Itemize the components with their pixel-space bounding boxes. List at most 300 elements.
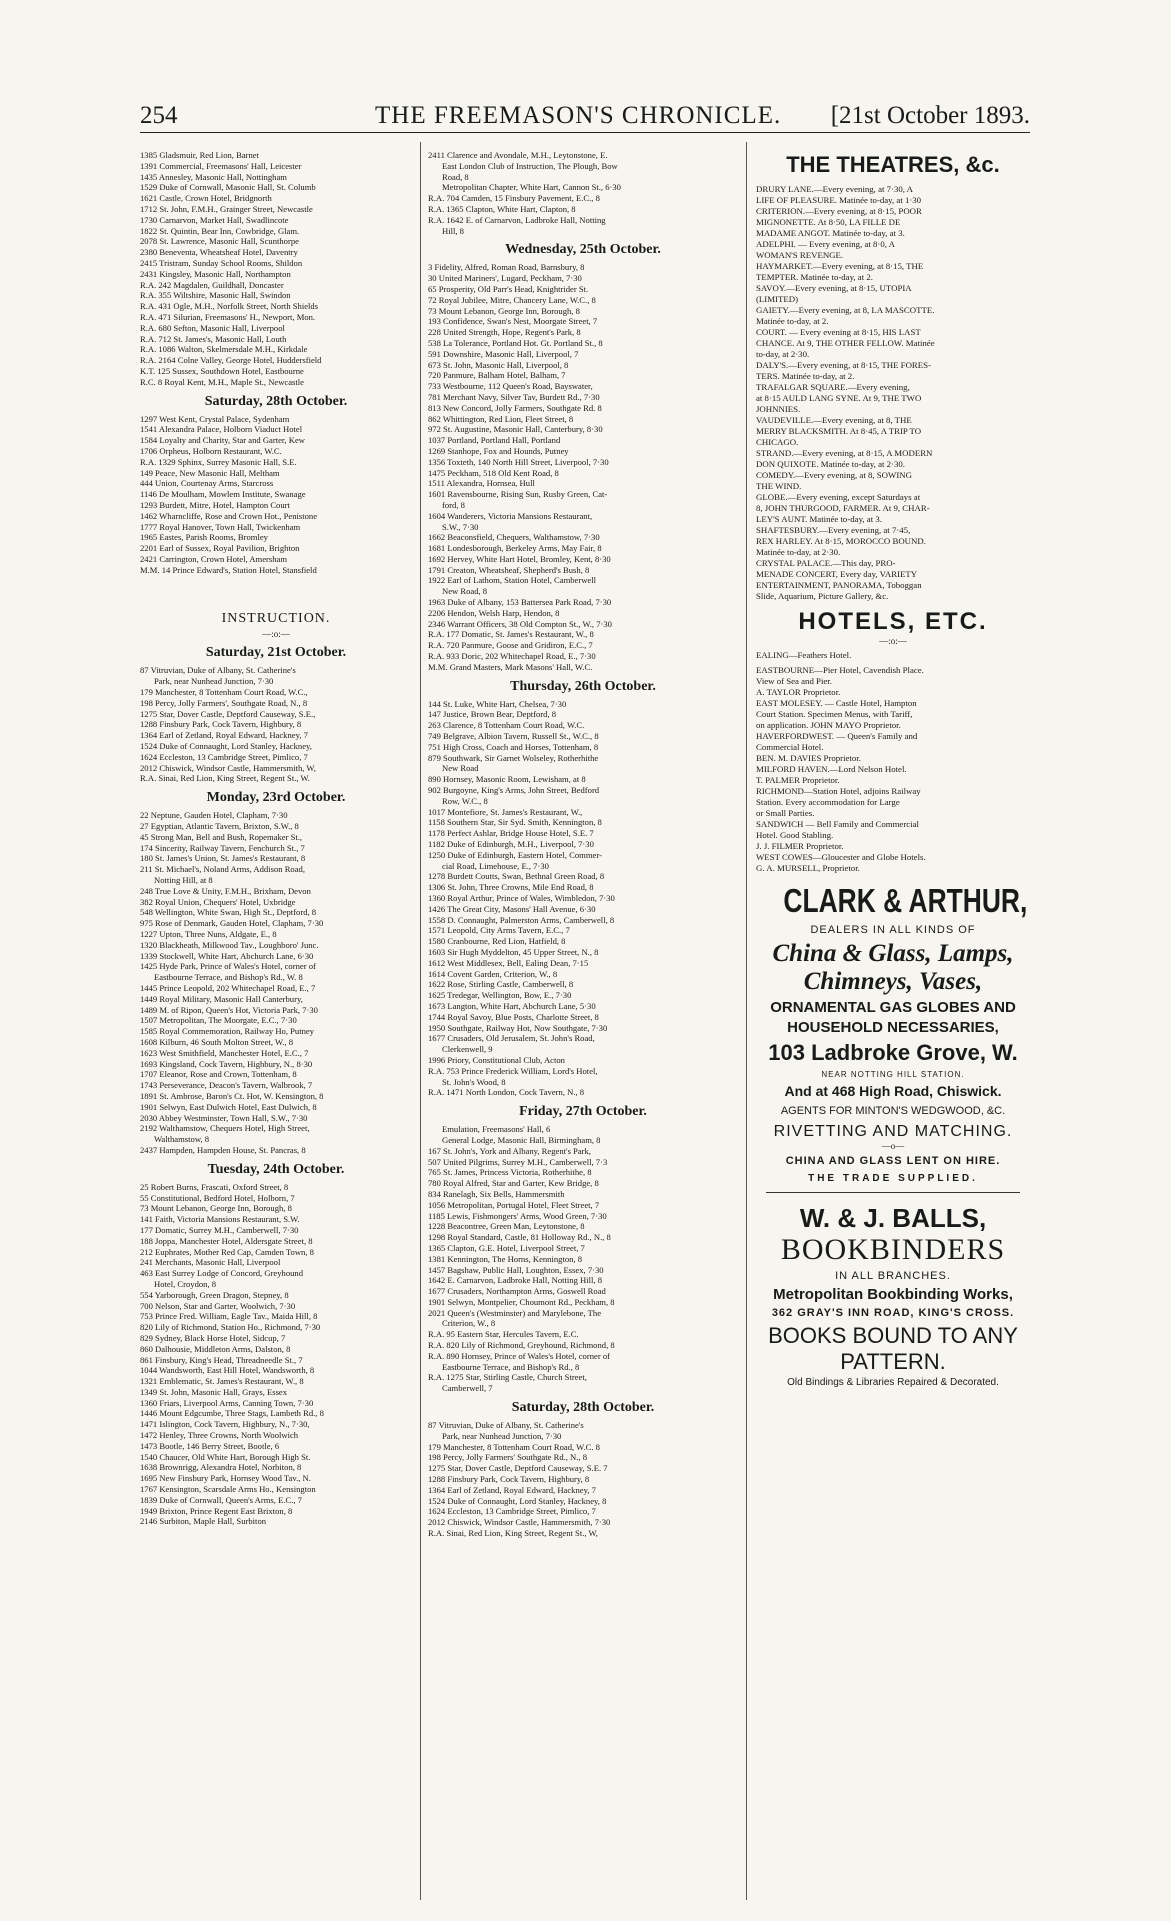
lodge-list (140, 150, 412, 388)
list-item: 2380 Beneventa, Wheatsheaf Hotel, Daventry (140, 247, 298, 258)
list-item: 733 Westbourne, 112 Queen's Road, Bayswater, (428, 381, 593, 392)
section-heading: Saturday, 21st October. (205, 645, 347, 661)
page-number: 254 (140, 102, 178, 129)
list-item: 1822 St. Quintin, Bear Inn, Cowbridge, Glam. (140, 225, 300, 236)
list-item: 1677 Crusaders, Old Jerusalem, St. John's Road, (428, 1033, 595, 1044)
balls-advert (756, 1203, 1030, 1388)
list-item: Notting Hill, at 8 (154, 875, 213, 886)
list-item: 382 Royal Union, Chequers' Hotel, Uxbridge (140, 896, 296, 907)
list-item: Road, 8 (442, 171, 469, 182)
list-item: St. John's Wood, 8 (442, 1076, 506, 1087)
list-item: COURT. — Every evening at 8·15, HIS LAST (756, 327, 921, 337)
list-item: 1584 Loyalty and Charity, Star and Garter, Kew (140, 435, 305, 446)
list-item: SHAFTESBURY.—Every evening, at 7·45, (756, 525, 911, 535)
list-item: 87 Vitruvian, Duke of Albany, St. Catherine's (428, 1420, 584, 1431)
list-item: 1692 Hervey, White Hart Hotel, Bromley, Kent, 8·30 (428, 553, 611, 564)
list-item: 1017 Montefiore, St. James's Restaurant, W., (428, 806, 583, 817)
advert-line: RIVETTING AND MATCHING. (773, 1123, 1013, 1140)
list-item: 463 East Surrey Lodge of Concord, Greyhound (140, 1268, 304, 1279)
list-item: 263 Clarence, 8 Tottenham Court Road, W.C. (428, 720, 585, 731)
list-item: R.A. Sinai, Red Lion, King Street, Regent St., W, (428, 1528, 598, 1539)
list-item: 1524 Duke of Connaught, Lord Stanley, Hackney, 8 (428, 1495, 607, 1506)
list-item: General Lodge, Masonic Hall, Birmingham, 8 (442, 1134, 601, 1145)
list-item: 2411 Clarence and Avondale, M.H., Leytonstone, E. (428, 150, 608, 160)
list-item: 1922 Earl of Lathom, Station Hotel, Camberwell (428, 575, 597, 586)
advert-line: 362 GRAY'S INN ROAD, KING'S CROSS. (771, 1307, 1015, 1319)
list-item: 72 Royal Jubilee, Mitre, Chancery Lane, W.C., 8 (428, 294, 596, 305)
list-item: 749 Belgrave, Albion Tavern, Russell St., W.C., 8 (428, 731, 599, 742)
list-item: 781 Merchant Navy, Silver Tav, Burdett Rd., 7·30 (428, 391, 600, 402)
list-item: 22 Neptune, Gauden Hotel, Clapham, 7·30 (140, 810, 288, 821)
list-item: Criterion, W., 8 (442, 1318, 496, 1329)
lodge-list (428, 150, 738, 236)
list-item: Emulation, Freemasons' Hall, 6 (442, 1124, 551, 1135)
list-item: 1435 Annesley, Masonic Hall, Nottingham (140, 171, 287, 182)
list-item: MADAME ANGOT. Matinée to-day, at 3. (756, 228, 905, 238)
list-item: R.A. 355 Wiltshire, Masonic Hall, Swindon (140, 290, 291, 301)
list-item: THE WIND. (756, 481, 802, 491)
list-item: DALY'S.—Every evening, at 8·15, THE FORES- (756, 360, 931, 370)
list-item: (LIMITED) (756, 294, 799, 304)
list-item: A. TAYLOR Proprietor. (756, 687, 841, 697)
section-heading: Thursday, 26th October. (510, 678, 656, 694)
column-2 (428, 150, 738, 1900)
lodge-list (428, 1420, 738, 1539)
list-item: 1901 Selwyn, Montpelier, Choumont Rd., Peckham, 8 (428, 1296, 615, 1307)
list-item: 188 Joppa, Manchester Hotel, Aldersgate Street, 8 (140, 1235, 313, 1246)
list-item: 193 Confidence, Swan's Nest, Moorgate Street, 7 (428, 316, 598, 327)
list-item: Row, W.C., 8 (442, 795, 488, 806)
lodge-list (140, 1182, 412, 1528)
list-item: Hill, 8 (442, 225, 464, 236)
list-item: 2192 Walthamstow, Chequers Hotel, High Street, (140, 1123, 310, 1134)
list-item: 27 Egyptian, Atlantic Tavern, Brixton, S.W., 8 (140, 821, 299, 832)
advert-line: DEALERS IN ALL KINDS OF (810, 924, 976, 936)
list-item: EAST MOLESEY. — Castle Hotel, Hampton (756, 698, 917, 708)
list-item: 2012 Chiswick, Windsor Castle, Hammersmith, 7·30 (428, 1517, 611, 1528)
column-rule (746, 142, 747, 1900)
list-item: Hotel, Croydon, 8 (154, 1278, 217, 1289)
lodge-list (140, 810, 412, 1156)
list-item: R.A. 890 Hornsey, Prince of Wales's Hotel, corner of (428, 1350, 610, 1361)
list-item: 1321 Emblematic, St. James's Restaurant, W., 8 (140, 1376, 304, 1387)
list-item: JOHNNIES. (756, 404, 801, 414)
list-item: CHICAGO. (756, 437, 799, 447)
list-item: 1950 Southgate, Railway Hot, Now Southgate, 7·30 (428, 1022, 608, 1033)
list-item: 241 Merchants, Masonic Hall, Liverpool (140, 1257, 281, 1268)
list-item: 890 Hornsey, Masonic Room, Lewisham, at 8 (428, 774, 586, 785)
list-item: Court Station. Specimen Menus, with Tariff, (756, 709, 913, 719)
list-item: 2146 Surbiton, Maple Hall, Surbiton (140, 1516, 267, 1527)
list-item: 1901 Selwyn, East Dulwich Hotel, East Dulwich, 8 (140, 1101, 317, 1112)
list-item: 1996 Priory, Constitutional Club, Acton (428, 1054, 565, 1065)
list-item: 1349 St. John, Masonic Hall, Grays, Essex (140, 1386, 288, 1397)
list-item: 820 Lily of Richmond, Station Ho., Richmond, 7·30 (140, 1322, 321, 1333)
section-heading: Friday, 27th October. (519, 1104, 647, 1120)
list-item: 861 Finsbury, King's Head, Threadneedle St., 7 (140, 1354, 303, 1365)
list-item: 177 Domatic, Surrey M.H., Camberwell, 7·30 (140, 1224, 299, 1235)
list-item: 879 Southwark, Sir Garnet Wolseley, Rotherhithe (428, 752, 599, 763)
list-item: 1524 Duke of Connaught, Lord Stanley, Hackney, (140, 741, 312, 752)
list-item: 55 Constitutional, Bedford Hotel, Holborn, 7 (140, 1192, 295, 1203)
list-item: R.A. 704 Camden, 15 Finsbury Pavement, E.C., 8 (428, 193, 600, 204)
list-item: 1306 St. John, Three Crowns, Mile End Road, 8 (428, 882, 594, 893)
list-item: 1839 Duke of Cornwall, Queen's Arms, E.C., 7 (140, 1494, 302, 1505)
list-item: Walthamstow, 8 (154, 1134, 210, 1145)
section-heading: Monday, 23rd October. (206, 790, 346, 806)
list-item: 1891 St. Ambrose, Baron's Ct. Hot, W. Kensington, 8 (140, 1090, 324, 1101)
list-item: 1580 Cranbourne, Red Lion, Hatfield, 8 (428, 936, 566, 947)
list-item: 829 Sydney, Black Horse Hotel, Sidcup, 7 (140, 1332, 286, 1343)
list-item: R.A. Sinai, Red Lion, King Street, Regent St., W. (140, 773, 310, 784)
list-item: 554 Yarborough, Green Dragon, Stepney, 8 (140, 1289, 289, 1300)
list-item: CHANCE. At 9, THE OTHER FELLOW. Matinée (756, 338, 935, 348)
list-item: 1623 West Smithfield, Manchester Hotel, E.C., 7 (140, 1047, 309, 1058)
list-item: Eastbourne Terrace, and Bishop's Rd., W. 8 (154, 972, 303, 983)
list-item: to-day, at 2·30. (756, 349, 810, 359)
list-item: 1158 Southern Star, Sir Syd. Smith, Kennington, 8 (428, 817, 602, 828)
list-item: CRYSTAL PALACE.—This day, PRO- (756, 558, 896, 568)
lodge-list (140, 414, 412, 576)
list-item: 1621 Castle, Crown Hotel, Bridgnorth (140, 193, 272, 204)
list-item: ENTERTAINMENT, PANORAMA, Toboggan (756, 580, 922, 590)
list-item: 2431 Kingsley, Masonic Hall, Northampton (140, 268, 291, 279)
list-item: 1693 Kingsland, Cock Tavern, Highbury, N., 8·30 (140, 1058, 313, 1069)
list-item: Slide, Aquarium, Picture Gallery, &c. (756, 591, 889, 601)
lodge-list (428, 699, 738, 1098)
list-item: 45 Strong Man, Bell and Bush, Ropemaker St., (140, 831, 303, 842)
issue-date: [21st October 1893. (830, 102, 1030, 129)
list-item: R.A. 2164 Colne Valley, George Hotel, Huddersfield (140, 355, 322, 366)
list-item: 1614 Covent Garden, Criterion, W., 8 (428, 968, 558, 979)
list-item: 1185 Lewis, Fishmongers' Arms, Wood Green, 7·30 (428, 1210, 607, 1221)
list-item: 1612 West Middlesex, Bell, Ealing Dean, 7·15 (428, 957, 589, 968)
list-item: 1320 Blackheath, Milkwood Tav., Loughboro' Junc. (140, 939, 319, 950)
section-heading: Saturday, 28th October. (204, 393, 348, 409)
list-item: RICHMOND—Station Hotel, adjoins Railway (756, 786, 921, 796)
list-item: 862 Whittington, Red Lion, Fleet Street, 8 (428, 413, 574, 424)
list-item: 2012 Chiswick, Windsor Castle, Hammersmith, W, (140, 762, 316, 773)
list-item: 65 Prosperity, Old Parr's Head, Knightrider St. (428, 283, 589, 294)
advert-address: 103 Ladbroke Grove, W. (768, 1040, 1018, 1065)
list-item: 972 St. Augustine, Masonic Hall, Canterbury, 8·30 (428, 424, 603, 435)
list-item: 1712 St. John, F.M.H., Grainger Street, Newcastle (140, 203, 313, 214)
list-item: R.A. 95 Eastern Star, Hercules Tavern, E.C. (428, 1329, 579, 1340)
list-item: G. A. MURSELL, Proprietor. (756, 863, 860, 873)
list-item: R.A. 680 Sefton, Masonic Hall, Liverpool (140, 322, 285, 333)
list-item: 591 Downshire, Masonic Hall, Liverpool, 7 (428, 348, 579, 359)
list-item: 198 Percy, Jolly Farmers', Southgate Road, N., 8 (140, 697, 308, 708)
list-item: 2437 Hampden, Hampden House, St. Pancras, 8 (140, 1144, 306, 1155)
list-item: Metropolitan Chapter, White Hart, Cannon St., 6·30 (442, 182, 621, 193)
ornament: —:o:— (879, 636, 907, 646)
list-item: 179 Manchester, 8 Tottenham Court Road, W.C., (140, 687, 308, 698)
advert-line: And at 468 High Road, Chiswick. (784, 1083, 1002, 1099)
list-item: 1791 Creaton, Wheatsheaf, Shepherd's Bush, 8 (428, 564, 590, 575)
list-item: 211 St. Michael's, Noland Arms, Addison Road, (140, 864, 305, 875)
list-item: R.A. 471 Silurian, Freemasons' H., Newport, Mon. (140, 311, 316, 322)
list-item: R.A. 1275 Star, Stirling Castle, Church Street, (428, 1372, 587, 1383)
list-item: or Small Parties. (756, 808, 815, 818)
list-item: 1965 Eastes, Parish Rooms, Bromley (140, 532, 268, 543)
list-item: cial Road, Limehouse, E., 7·30 (442, 860, 549, 871)
list-item: DRURY LANE.—Every evening, at 7·30, A (756, 184, 914, 194)
list-item: BEN. M. DAVIES Proprietor. (756, 753, 861, 763)
list-item: 198 Percy, Jolly Farmers' Southgate Rd., N., 8 (428, 1452, 588, 1463)
list-item: 1425 Hyde Park, Prince of Wales's Hotel, corner of (140, 961, 316, 972)
list-item: New Road (442, 763, 479, 774)
column-3 (756, 150, 1030, 1900)
advert-line: CHINA AND GLASS LENT ON HIRE. (785, 1155, 1001, 1167)
list-item: R.A. 712 St. James's, Masonic Hall, Louth (140, 333, 287, 344)
list-item: 1298 Royal Standard, Castle, 81 Holloway Rd., N., 8 (428, 1232, 611, 1243)
list-item: R.A. 242 Magdalen, Guildhall, Doncaster (140, 279, 284, 290)
list-item: 1662 Beaconsfield, Chequers, Walthamstow, 7·30 (428, 532, 600, 543)
list-item: DON QUIXOTE. Matinée to-day, at 2·30. (756, 459, 905, 469)
masthead-title: THE FREEMASON'S CHRONICLE. (375, 102, 782, 129)
advert-line: IN ALL BRANCHES. (835, 1270, 951, 1282)
list-item: 1275 Star, Dover Castle, Deptford Causeway, S.E. 7 (428, 1463, 608, 1474)
list-item: 1457 Bagshaw, Public Hall, Loughton, Essex, 7·30 (428, 1264, 604, 1275)
list-item: 1182 Duke of Edinburgh, M.H., Liverpool, 7·30 (428, 839, 594, 850)
list-item: 1529 Duke of Cornwall, Masonic Hall, St. Columb (140, 182, 316, 193)
list-item: 1743 Perseverance, Deacon's Tavern, Walbrook, 7 (140, 1080, 313, 1091)
list-item: 180 St. James's Union, St. James's Restaurant, 8 (140, 853, 306, 864)
advert-line: Metropolitan Bookbinding Works, (773, 1286, 1013, 1303)
list-item: 860 Dalhousie, Middleton Arms, Dalston, 8 (140, 1343, 291, 1354)
list-item: 1356 Toxteth, 140 North Hill Street, Liverpool, 7·30 (428, 456, 609, 467)
list-item: MIGNONETTE. At 8·50, LA FILLE DE (756, 217, 901, 227)
list-item: Station. Every accommodation for Large (756, 797, 900, 807)
list-item: M.M. Grand Masters, Mark Masons' Hall, W.C. (428, 661, 593, 672)
list-item: EASTBOURNE—Pier Hotel, Cavendish Place. (756, 665, 924, 675)
list-item: 1601 Ravensbourne, Rising Sun, Rusby Green, Cat- (428, 489, 608, 500)
list-item: 1364 Earl of Zetland, Royal Edward, Hackney, 7 (428, 1484, 596, 1495)
list-item: 1730 Carnarvon, Market Hall, Swadlincote (140, 214, 289, 225)
list-item: 1511 Alexandra, Hornsea, Hull (428, 478, 535, 489)
list-item: SAVOY.—Every evening, at 8·15, UTOPIA (756, 283, 912, 293)
list-item: 1391 Commercial, Freemasons' Hall, Leicester (140, 160, 302, 171)
list-item: 1269 Stanhope, Fox and Hounds, Putney (428, 445, 569, 456)
list-item: MENADE CONCERT, Every day, VARIETY (756, 569, 918, 579)
list-item: 700 Nelson, Star and Garter, Woolwich, 7·30 (140, 1300, 296, 1311)
list-item: 1571 Leopold, City Arms Tavern, E.C., 7 (428, 925, 570, 936)
list-item: 1489 M. of Ripon, Queen's Hot, Victoria Park, 7·30 (140, 1004, 318, 1015)
list-item: 1278 Burdett Coutts, Swan, Bethnal Green Road, 8 (428, 871, 605, 882)
list-item: R.C. 8 Royal Kent, M.H., Maple St., Newcastle (140, 376, 304, 387)
theatre-listings (756, 184, 1030, 602)
list-item: on application. JOHN MAYO Proprietor. (756, 720, 901, 730)
list-item: 2021 Queen's (Westminster) and Marylebone, The (428, 1307, 602, 1318)
list-item: 902 Burgoyne, King's Arms, John Street, Bedford (428, 785, 600, 796)
list-item: 248 True Love & Unity, F.M.H., Brixham, Devon (140, 885, 311, 896)
clark-arthur-advert (756, 882, 1030, 1184)
list-item: 1507 Metropolitan, The Moorgate, E.C., 7·30 (140, 1015, 297, 1026)
list-item: 1625 Tredegar, Wellington, Bow, E., 7·30 (428, 990, 572, 1001)
list-item: 1706 Orpheus, Holborn Restaurant, W.C. (140, 445, 282, 456)
list-item: 1744 Royal Savoy, Blue Posts, Charlotte Street, 8 (428, 1011, 599, 1022)
list-item: ADELPHI. — Every evening, at 8·0, A (756, 239, 896, 249)
list-item: CRITERION.—Every evening, at 8·15, POOR (756, 206, 922, 216)
advert-line: HOUSEHOLD NECESSARIES, (787, 1019, 999, 1036)
list-item: 1475 Peckham, 518 Old Kent Road, 8 (428, 467, 559, 478)
list-item: 1767 Kensington, Scarsdale Arms Ho., Kensington (140, 1484, 316, 1495)
list-item: 753 Prince Fred. William, Eagle Tav., Maida Hill, 8 (140, 1311, 318, 1322)
list-item: HAYMARKET.—Every evening, at 8·15, THE (756, 261, 924, 271)
section-heading: Tuesday, 24th October. (207, 1161, 345, 1177)
list-item: 507 United Pilgrims, Surrey M.H., Camberwell, 7·3 (428, 1156, 608, 1167)
list-item: 1385 Gladsmuir, Red Lion, Barnet (140, 150, 259, 160)
hotels-heading: HOTELS, ETC. (798, 608, 988, 635)
list-item: Matinée to-day, at 2. (756, 316, 829, 326)
list-item: 1681 Londesborough, Berkeley Arms, May Fair, 8 (428, 543, 602, 554)
list-item: 1037 Portland, Portland Hall, Portland (428, 435, 561, 446)
list-item: 444 Union, Courtenay Arms, Starcross (140, 478, 274, 489)
list-item: 73 Mount Lebanon, George Inn, Borough, 8 (140, 1203, 292, 1214)
list-item: 1707 Eleanor, Rose and Crown, Tottenham, 8 (140, 1069, 297, 1080)
list-item: R.A. 1365 Clapton, White Hart, Clapton, 8 (428, 203, 576, 214)
list-item: 1445 Prince Leopold, 202 Whitechapel Road, E., 7 (140, 983, 316, 993)
list-item: 720 Panmure, Balham Hotel, Balham, 7 (428, 370, 566, 381)
list-item: 548 Wellington, White Swan, High St., Deptford, 8 (140, 907, 317, 918)
list-item: 2201 Earl of Sussex, Royal Pavilion, Brighton (140, 543, 300, 554)
list-item: 1471 Islington, Cock Tavern, Highbury, N., 7·30, (140, 1419, 310, 1430)
list-item: REX HARLEY. At 8·15, MOROCCO BOUND. (756, 536, 926, 546)
ornament: —:o:— (262, 629, 290, 640)
column-1 (140, 150, 412, 1900)
list-item: 1608 Kilburn, 46 South Molton Street, W., 8 (140, 1036, 294, 1047)
advert-line: ORNAMENTAL GAS GLOBES AND (770, 999, 1016, 1016)
list-item: 1426 The Great City, Masons' Hall Avenue, 6·30 (428, 903, 596, 914)
list-item: R.A. 753 Prince Frederick William, Lord's Hotel, (428, 1065, 598, 1076)
list-item: 1624 Eccleston, 13 Cambridge Street, Pimlico, 7 (428, 1506, 596, 1517)
list-item: 25 Robert Burns, Frascati, Oxford Street, 8 (140, 1181, 289, 1192)
list-item: TEMPTER. Matinée to-day, at 2. (756, 272, 873, 282)
list-item: GLOBE.—Every evening, except Saturdays at (756, 492, 921, 502)
list-item: 1275 Star, Dover Castle, Deptford Causeway, S.E., (140, 708, 316, 719)
lodge-list (140, 665, 412, 784)
list-item: 1044 Wandsworth, East Hill Hotel, Wandsworth, 8 (140, 1365, 315, 1376)
instruction-heading: INSTRUCTION. (221, 611, 331, 627)
list-item: at 8·15 AULD LANG SYNE. At 9, THE TWO (756, 393, 922, 403)
list-item: 1541 Alexandra Palace, Holborn Viaduct Hotel (140, 424, 303, 435)
lodge-list (428, 1124, 738, 1394)
advert-name: CLARK & ARTHUR, (783, 882, 1028, 919)
list-item: View of Sea and Pier. (756, 676, 832, 686)
advert-line: China & Glass, Lamps, (772, 940, 1014, 967)
list-item: Matinée to-day, at 2·30. (756, 547, 841, 557)
list-item: 1056 Metropolitan, Portugal Hotel, Fleet Street, 7 (428, 1199, 600, 1210)
list-item: 8, JOHN THURGOOD, FARMER. At 9, CHAR- (756, 503, 930, 513)
list-item: 1365 Clapton, G.E. Hotel, Liverpool Street, 7 (428, 1242, 585, 1253)
list-item: R.A. 933 Doric, 202 Whitechapel Road, E., 7·30 (428, 651, 596, 662)
list-item: 2078 St. Lawrence, Masonic Hall, Scunthorpe (140, 236, 299, 247)
list-item: TERS. Matinée to-day, at 2. (756, 371, 855, 381)
column-rule (420, 142, 421, 1900)
list-item: East London Club of Instruction, The Plough, Bow (442, 160, 618, 171)
advert-line: BOOKBINDERS (780, 1233, 1006, 1266)
list-item: 2030 Abbey Westminster, Town Hall, S.W., 7·30 (140, 1112, 308, 1123)
advert-name: W. & J. BALLS, (799, 1203, 987, 1233)
lodge-list (428, 262, 738, 672)
list-item: 1293 Burdett, Mitre, Hotel, Hampton Court (140, 499, 290, 510)
list-item: 1558 D. Connaught, Palmerston Arms, Camberwell, 8 (428, 914, 615, 925)
list-item: New Road, 8 (442, 586, 488, 597)
list-item: R.A. 720 Panmure, Goose and Gridiron, E.C., 7 (428, 640, 593, 651)
list-item: 1178 Perfect Ashlar, Bridge House Hotel, S.E. 7 (428, 828, 594, 839)
list-item: 813 New Concord, Jolly Farmers, Southgate Rd. 8 (428, 402, 602, 413)
list-item: 1297 West Kent, Crystal Palace, Sydenham (140, 413, 290, 424)
list-item: 73 Mount Lebanon, George Inn, Borough, 8 (428, 305, 580, 316)
list-item: 1288 Finsbury Park, Cock Tavern, Highbury, 8 (140, 719, 302, 730)
list-item: VAUDEVILLE.—Every evening, at 8, THE (756, 415, 912, 425)
list-item: 1381 Kennington, The Horns, Kennington, 8 (428, 1253, 583, 1264)
list-item: 1604 Wanderers, Victoria Mansions Restaurant, (428, 510, 593, 521)
list-item: 1360 Royal Arthur, Prince of Wales, Wimbledon, 7·30 (428, 893, 615, 903)
list-item: R.A. 431 Ogle, M.H., Norfolk Street, North Shields (140, 301, 319, 312)
list-item: 2421 Carrington, Crown Hotel, Amersham (140, 553, 288, 564)
advert-line: Chimneys, Vases, (803, 968, 983, 995)
list-item: 1473 Bootle, 146 Berry Street, Bootle, 6 (140, 1440, 280, 1451)
list-item: 765 St. James, Princess Victoria, Rotherhithe, 8 (428, 1167, 592, 1178)
list-item: 1677 Crusaders, Northampton Arms, Goswell Road (428, 1286, 606, 1297)
list-item: 1288 Finsbury Park, Cock Tavern, Highbury, 8 (428, 1474, 590, 1485)
list-item: 1642 E. Carnarvon, Ladbroke Hall, Notting Hill, 8 (428, 1275, 602, 1286)
list-item: 1673 Langton, White Hart, Abchurch Lane, 5·30 (428, 1000, 596, 1011)
list-item: 780 Royal Alfred, Star and Garter, Kew Bridge, 8 (428, 1178, 599, 1189)
list-item: K.T. 125 Sussex, Southdown Hotel, Eastbourne (140, 365, 304, 376)
list-item: 1540 Chaucer, Old White Hart, Borough High St. (140, 1451, 311, 1462)
list-item: 1360 Friars, Liverpool Arms, Canning Town, 7·30 (140, 1397, 314, 1408)
list-item: HAVERFORDWEST. — Queen's Family and (756, 731, 918, 741)
ornament: —o— (881, 1141, 905, 1151)
list-item: M.M. 14 Prince Edward's, Station Hotel, Stansfield (140, 564, 317, 575)
list-item: 1462 Wharncliffe, Rose and Crown Hot., Penistone (140, 510, 318, 521)
list-item: 1250 Duke of Edinburgh, Eastern Hotel, Commer- (428, 849, 602, 860)
list-item: 673 St. John, Masonic Hall, Liverpool, 8 (428, 359, 569, 370)
list-item: 87 Vitruvian, Duke of Albany, St. Catherine's (140, 665, 296, 676)
list-item: Camberwell, 7 (442, 1383, 493, 1394)
list-item: R.A. 177 Domatic, St. James's Restaurant, W., 8 (428, 629, 594, 640)
advert-line: Old Bindings & Libraries Repaired & Decorated. (787, 1377, 999, 1388)
list-item: 228 United Strength, Hope, Regent's Park, 8 (428, 327, 581, 338)
list-item: 144 St. Luke, White Hart, Chelsea, 7·30 (428, 698, 567, 709)
theatres-heading: THE THEATRES, &c. (786, 152, 1000, 177)
list-item: WEST COWES—Gloucester and Globe Hotels. (756, 852, 926, 862)
list-item: 149 Peace, New Masonic Hall, Meltham (140, 467, 280, 478)
advert-line: NEAR NOTTING HILL STATION. (821, 1070, 965, 1079)
list-item: T. PALMER Proprietor. (756, 775, 840, 785)
list-item: 1963 Duke of Albany, 153 Battersea Park Road, 7·30 (428, 597, 612, 608)
list-item: ford, 8 (442, 499, 465, 510)
list-item: 1228 Beacontree, Green Man, Leytonstone, 8 (428, 1221, 585, 1232)
list-item: 1622 Rose, Stirling Castle, Camberwell, 8 (428, 979, 574, 990)
list-item: 1777 Royal Hanover, Town Hall, Twickenham (140, 521, 301, 532)
list-item: MILFORD HAVEN.—Lord Nelson Hotel. (756, 764, 907, 774)
list-item: 1949 Brixton, Prince Regent East Brixton, 8 (140, 1505, 293, 1516)
list-item: STRAND.—Every evening, at 8·15, A MODERN (756, 448, 933, 458)
section-heading: Saturday, 28th October. (511, 1400, 655, 1416)
list-item: 1603 Sir Hugh Myddelton, 45 Upper Street, N., 8 (428, 946, 599, 957)
list-item: GAIETY.—Every evening, at 8, LA MASCOTTE. (756, 305, 935, 315)
list-item: 975 Rose of Denmark, Gauden Hotel, Clapham, 7·30 (140, 918, 324, 929)
list-item: 179 Manchester, 8 Tottenham Court Road, W.C. 8 (428, 1441, 600, 1452)
list-item: Clerkenwell, 9 (442, 1044, 493, 1055)
list-item: 1146 De Moulham, Mowlem Institute, Swanage (140, 489, 306, 500)
list-item: 167 St. John's, York and Albany, Regent's Park, (428, 1145, 591, 1156)
list-item: 2346 Warrant Officers, 38 Old Compton St., W., 7·30 (428, 618, 612, 629)
list-item: 2415 Tristram, Sunday School Rooms, Shildon (140, 257, 303, 268)
